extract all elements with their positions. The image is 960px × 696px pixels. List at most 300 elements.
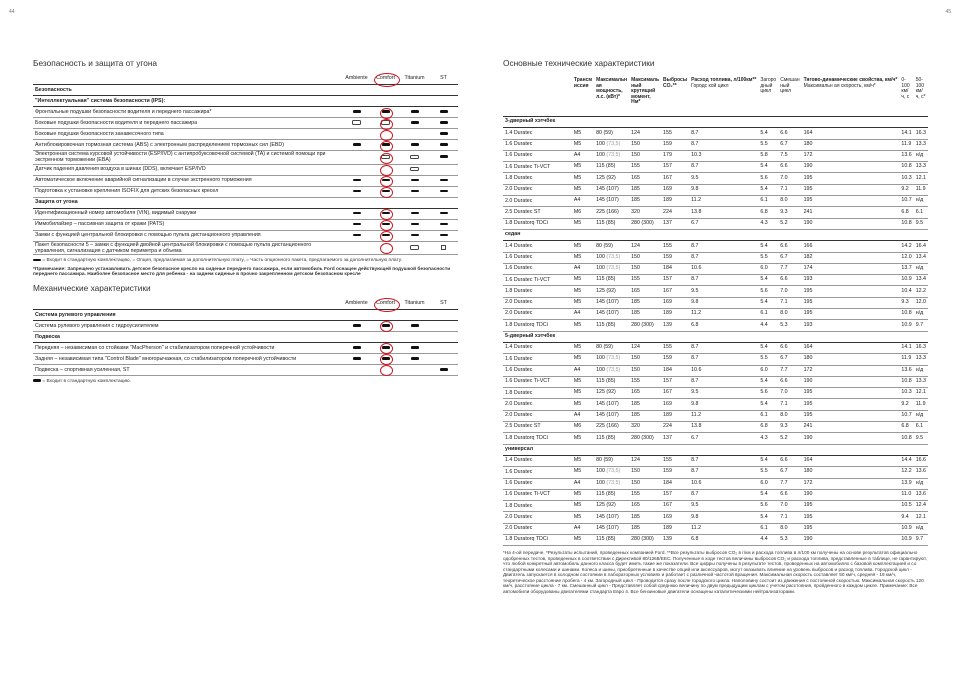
spec-value: 150 (629, 365, 661, 376)
feature-value (400, 164, 429, 175)
spec-value: 6.6 (778, 376, 801, 387)
spec-value: 7.1 (778, 399, 801, 410)
spec-value: 13.8 (689, 207, 758, 218)
specs-header-label: Городс кой цикл (691, 82, 729, 89)
spec-value: 5.6 (758, 388, 778, 399)
spec-value: 224 (661, 207, 689, 218)
spec-value: 6.1 (758, 309, 778, 320)
spec-value: 189 (661, 196, 689, 207)
spec-value: M5 (572, 286, 594, 297)
standard-mark-icon (382, 190, 390, 193)
standard-mark-icon (353, 179, 361, 182)
spec-value: 137 (661, 433, 689, 444)
spec-value: M5 (572, 128, 594, 139)
feature-value (342, 241, 371, 255)
spec-value: 190 (802, 162, 900, 173)
spec-value: 10.3 (899, 173, 913, 184)
spec-value: 14.1 (899, 128, 913, 139)
spec-value: 6.7 (778, 467, 801, 478)
standard-mark-icon (353, 212, 361, 215)
spec-value: 184 (661, 478, 689, 489)
standard-mark-icon (382, 110, 390, 113)
spec-value: н/д (914, 523, 928, 534)
spec-value: 137 (661, 218, 689, 229)
spec-value: M5 (572, 534, 594, 545)
spec-value: 8.0 (778, 523, 801, 534)
specs-section-label: 3-дверный хэтчбек (503, 117, 928, 128)
spec-value: M5 (572, 501, 594, 512)
spec-value: 145 (107) (594, 523, 629, 534)
specs-row (503, 342, 928, 353)
spec-value: 12.1 (914, 388, 928, 399)
feature-value (400, 320, 429, 331)
spec-value: M5 (572, 467, 594, 478)
spec-value: 195 (802, 173, 900, 184)
spec-value: 6.7 (778, 139, 801, 150)
spec-value: A4 (572, 410, 594, 421)
spec-value: 5.4 (758, 275, 778, 286)
spec-value: 10.8 (899, 376, 913, 387)
option-mark-icon (381, 120, 390, 124)
specs-row (503, 320, 928, 331)
spec-value: M5 (572, 297, 594, 308)
spec-value: 7.7 (778, 365, 801, 376)
spec-value: 169 (661, 297, 689, 308)
spec-value: 195 (802, 388, 900, 399)
specs-header-cell (899, 77, 913, 117)
feature-row (33, 151, 458, 165)
spec-value: 7.0 (778, 286, 801, 297)
mech-header-row (33, 298, 458, 310)
spec-value: 100 (73,5) (594, 478, 629, 489)
spec-value: 12.2 (914, 286, 928, 297)
feature-value (371, 129, 400, 140)
spec-value: 9.7 (914, 320, 928, 331)
engine-name: 1.8 Duratec (503, 388, 572, 399)
specs-row (503, 422, 928, 433)
feature-row (33, 186, 458, 197)
spec-value: 10.9 (899, 523, 913, 534)
standard-mark-icon (382, 324, 390, 327)
spec-value: 100 (73,5) (594, 252, 629, 263)
engine-name: 1.4 Duratec (503, 455, 572, 466)
spec-value: 5.2 (778, 218, 801, 229)
spec-value: 195 (802, 286, 900, 297)
spec-value: 5.4 (758, 342, 778, 353)
spec-value: 172 (802, 150, 900, 161)
spec-value: 185 (629, 512, 661, 523)
spec-value: M5 (572, 162, 594, 173)
section-label: Защита от угона (33, 197, 458, 208)
spec-value: 190 (802, 376, 900, 387)
spec-value: 5.6 (758, 286, 778, 297)
engine-name: 2.0 Duratec (503, 297, 572, 308)
spec-value: 11.2 (689, 309, 758, 320)
spec-value: 185 (629, 196, 661, 207)
spec-value: 320 (629, 422, 661, 433)
spec-value: 5.4 (758, 184, 778, 195)
standard-mark-icon (411, 234, 419, 237)
feature-value (400, 353, 429, 364)
spec-value: 11.9 (914, 399, 928, 410)
spec-value: 80 (59) (594, 455, 629, 466)
spec-value: 157 (661, 376, 689, 387)
col-comfort: Comfort (371, 73, 400, 85)
spec-value: 14.1 (899, 342, 913, 353)
spec-value: 165 (629, 501, 661, 512)
standard-mark-icon (440, 234, 448, 237)
spec-value: 150 (629, 150, 661, 161)
specs-row (503, 410, 928, 421)
feature-label: Боковые подушки безопасности водителя и переднего пассажира (33, 118, 342, 129)
spec-value: 190 (802, 534, 900, 545)
feature-value (400, 151, 429, 165)
specs-table (503, 77, 928, 546)
spec-value: 9.8 (689, 297, 758, 308)
spec-value: 280 (300) (629, 433, 661, 444)
spec-value: 159 (661, 252, 689, 263)
section-row (33, 197, 458, 208)
spec-value: 185 (629, 410, 661, 421)
feature-value (429, 219, 458, 230)
standard-mark-icon (440, 223, 448, 226)
spec-value: 10.9 (899, 320, 913, 331)
engine-name: 2.5 Duratec ST (503, 207, 572, 218)
standard-mark-icon (411, 346, 419, 349)
spec-value: 9.2 (899, 184, 913, 195)
spec-value: 13.3 (914, 376, 928, 387)
safety-table (33, 73, 458, 255)
spec-value: 6.6 (778, 241, 801, 252)
feature-label: Пакет безопасности 5 – замки с функцией двойной центральной блокировки с помощью пульта дистанционного управления, сигнализация с датчиком периметра и объема (33, 241, 342, 255)
spec-value: 189 (661, 410, 689, 421)
spec-value: 6.1 (914, 422, 928, 433)
feature-value (342, 107, 371, 118)
spec-value: 5.3 (778, 534, 801, 545)
feature-row (33, 353, 458, 364)
spec-value: 189 (661, 309, 689, 320)
spec-value: 225 (166) (594, 422, 629, 433)
specs-row (503, 286, 928, 297)
standard-mark-icon (440, 143, 448, 146)
engine-name: 2.0 Duratec (503, 399, 572, 410)
feature-row (33, 118, 458, 129)
spec-value: 166 (802, 241, 900, 252)
spec-value: 165 (629, 286, 661, 297)
spec-value: 6.1 (758, 196, 778, 207)
specs-section-row (503, 444, 928, 455)
spec-value: 155 (661, 342, 689, 353)
feature-value (342, 353, 371, 364)
feature-value (371, 230, 400, 241)
spec-value: M5 (572, 376, 594, 387)
col-comfort: Comfort (371, 298, 400, 310)
section-label: Система рулевого управления (33, 309, 458, 320)
feature-value (371, 164, 400, 175)
feature-value (429, 129, 458, 140)
feature-value (400, 208, 429, 219)
spec-value: 195 (802, 410, 900, 421)
feature-label: Автоматическое включение аварийной сигнализации в случае экстренного торможения (33, 175, 342, 186)
dynamics-group-header: Тягово-динамические свойства, км/ч* (803, 77, 898, 83)
specs-section-row (503, 117, 928, 128)
spec-value: 159 (661, 467, 689, 478)
spec-value: 7.5 (778, 150, 801, 161)
spec-value: 80 (59) (594, 342, 629, 353)
standard-mark-icon (353, 110, 361, 113)
section-row (33, 331, 458, 342)
spec-value: 8.7 (689, 275, 758, 286)
spec-value: 6.8 (899, 207, 913, 218)
feature-value (371, 353, 400, 364)
spec-value: M5 (572, 489, 594, 500)
engine-name: 1.8 Duratorq TDCi (503, 320, 572, 331)
spec-value: 8.7 (689, 241, 758, 252)
spec-value: 182 (802, 252, 900, 263)
feature-value (371, 186, 400, 197)
specs-row (503, 534, 928, 545)
spec-value: M5 (572, 433, 594, 444)
spec-value: 5.2 (778, 433, 801, 444)
option-mark-icon (410, 155, 419, 159)
feature-value (342, 320, 371, 331)
spec-value: н/д (914, 478, 928, 489)
specs-header-cell (629, 77, 661, 117)
spec-value: 13.3 (914, 139, 928, 150)
spec-value: M5 (572, 218, 594, 229)
spec-value: M6 (572, 422, 594, 433)
spec-value: 167 (661, 501, 689, 512)
feature-value (400, 342, 429, 353)
spec-value: 139 (661, 320, 689, 331)
spec-value: 8.7 (689, 376, 758, 387)
engine-name: 2.0 Duratec (503, 196, 572, 207)
spec-value: 14.2 (899, 241, 913, 252)
feature-value (400, 364, 429, 375)
spec-value: 165 (629, 388, 661, 399)
feature-value (400, 107, 429, 118)
engine-name: 1.8 Duratec (503, 286, 572, 297)
spec-value: 8.7 (689, 354, 758, 365)
specs-row (503, 501, 928, 512)
specs-section-label: седан (503, 229, 928, 240)
spec-value: 180 (802, 354, 900, 365)
safety-title: Безопасность и защита от угона (33, 58, 158, 68)
spec-value: 5.3 (778, 320, 801, 331)
spec-value: 8.7 (689, 139, 758, 150)
spec-value: 11.2 (689, 523, 758, 534)
spec-value: 5.4 (758, 376, 778, 387)
section-row (33, 309, 458, 320)
engine-name: 2.0 Duratec (503, 523, 572, 534)
spec-value: 164 (802, 342, 900, 353)
spec-value: 6.7 (689, 433, 758, 444)
specs-header-label: Выбросы CO₂** (663, 77, 688, 89)
spec-value: 145 (107) (594, 410, 629, 421)
spec-value: 8.0 (778, 309, 801, 320)
spec-value: 10.9 (899, 275, 913, 286)
spec-value: A4 (572, 263, 594, 274)
spec-value: 6.0 (758, 263, 778, 274)
feature-label: Иммобилайзер – пассивная защита от кражи (PATS) (33, 219, 342, 230)
feature-value (342, 164, 371, 175)
standard-mark-icon (382, 179, 390, 182)
spec-value: 195 (802, 184, 900, 195)
engine-name: 1.6 Duratec Ti-VCT (503, 275, 572, 286)
feature-label: Система рулевого управления с гидроусилителем (33, 320, 342, 331)
spec-value: 12.4 (914, 501, 928, 512)
spec-value: 5.4 (758, 399, 778, 410)
spec-value: 4.3 (758, 433, 778, 444)
spec-value: 124 (629, 128, 661, 139)
spec-value: 184 (661, 365, 689, 376)
spec-value: 10.8 (899, 309, 913, 320)
safety-header-row (33, 73, 458, 85)
page-number-left: 44 (9, 9, 15, 15)
standard-mark-icon (411, 357, 419, 360)
feature-value (371, 320, 400, 331)
feature-value (400, 230, 429, 241)
spec-value: 14.4 (899, 455, 913, 466)
feature-value (429, 175, 458, 186)
feature-value (342, 208, 371, 219)
section-label: Подвеска (33, 331, 458, 342)
feature-value (342, 219, 371, 230)
specs-row (503, 150, 928, 161)
spec-value: 11.9 (899, 139, 913, 150)
feature-value (342, 118, 371, 129)
specs-row (503, 309, 928, 320)
spec-value: 6.6 (778, 128, 801, 139)
specs-header-cell (594, 77, 629, 117)
spec-value: 190 (802, 489, 900, 500)
spec-value: 172 (802, 365, 900, 376)
engine-name: 1.6 Duratec (503, 467, 572, 478)
spec-value: 115 (85) (594, 218, 629, 229)
engine-name: 1.6 Duratec (503, 263, 572, 274)
feature-value (429, 230, 458, 241)
spec-value: 7.7 (778, 478, 801, 489)
spec-value: 179 (661, 150, 689, 161)
feature-row (33, 140, 458, 151)
spec-value: 6.6 (778, 275, 801, 286)
spec-value: 159 (661, 354, 689, 365)
spec-value: 155 (629, 162, 661, 173)
feature-row (33, 175, 458, 186)
option-mark-icon (381, 155, 390, 159)
package-mark-icon (441, 245, 447, 251)
spec-value: 224 (661, 422, 689, 433)
spec-value: 9.3 (778, 207, 801, 218)
spec-value: 100 (73,5) (594, 139, 629, 150)
spec-value: 225 (166) (594, 207, 629, 218)
specs-row (503, 455, 928, 466)
spec-value: 185 (629, 184, 661, 195)
spec-value: 184 (661, 263, 689, 274)
spec-value: 10.6 (689, 365, 758, 376)
spec-value: 150 (629, 263, 661, 274)
spec-value: 5.4 (758, 297, 778, 308)
spec-value: 6.1 (758, 410, 778, 421)
spec-value: 6.8 (689, 320, 758, 331)
spec-value: 10.3 (689, 150, 758, 161)
spec-value: 195 (802, 512, 900, 523)
spec-value: 241 (802, 422, 900, 433)
specs-section-label: универсал (503, 444, 928, 455)
feature-value (371, 107, 400, 118)
spec-value: 6.6 (778, 489, 801, 500)
spec-value: 185 (629, 309, 661, 320)
spec-value: 13.6 (899, 365, 913, 376)
spec-value: 7.0 (778, 388, 801, 399)
engine-name: 1.4 Duratec (503, 342, 572, 353)
feature-value (400, 219, 429, 230)
spec-value: 11.2 (689, 410, 758, 421)
spec-value: 8.7 (689, 252, 758, 263)
spec-value: 189 (661, 523, 689, 534)
feature-value (342, 175, 371, 186)
specs-header-row (503, 77, 928, 117)
specs-row (503, 184, 928, 195)
spec-value: 11.0 (899, 489, 913, 500)
standard-mark-icon (353, 346, 361, 349)
spec-value: 185 (629, 297, 661, 308)
specs-row (503, 478, 928, 489)
spec-value: 13.6 (914, 467, 928, 478)
spec-value: 12.2 (899, 467, 913, 478)
spec-value: н/д (914, 263, 928, 274)
option-mark-icon (410, 167, 419, 171)
spec-value: 5.4 (758, 489, 778, 500)
specs-row (503, 275, 928, 286)
spec-value: 10.6 (689, 263, 758, 274)
spec-value: A4 (572, 523, 594, 534)
spec-value: 6.6 (778, 342, 801, 353)
engine-name: 1.6 Duratec Ti-VCT (503, 376, 572, 387)
feature-value (429, 151, 458, 165)
spec-value: 185 (629, 523, 661, 534)
spec-value: 124 (629, 241, 661, 252)
feature-value (371, 364, 400, 375)
spec-value: 13.4 (914, 275, 928, 286)
section-row (33, 85, 458, 96)
feature-value (429, 353, 458, 364)
feature-label: Боковые подушки безопасности занавесочного типа (33, 129, 342, 140)
spec-value: 155 (661, 455, 689, 466)
spec-value: 195 (802, 501, 900, 512)
safety-legend: = Входит в стандартную комплектацию, = Опция, предлагаемая за дополнительную плату, = Часть опционного пакета, предлагаемого за дополнительную плату. (33, 258, 458, 264)
engine-name: 1.6 Duratec (503, 478, 572, 489)
specs-header-cell (758, 77, 778, 117)
spec-value: 13.3 (914, 162, 928, 173)
spec-value: 10.3 (899, 388, 913, 399)
specs-row (503, 241, 928, 252)
feature-label: Датчик падения давления воздуха в шинах (DDS), включает ESP/IVD (33, 164, 342, 175)
engine-name: 2.5 Duratec ST (503, 422, 572, 433)
spec-value: 8.7 (689, 162, 758, 173)
standard-mark-icon (440, 368, 448, 371)
spec-value: 9.8 (689, 512, 758, 523)
spec-value: 8.7 (689, 455, 758, 466)
feature-label: Задняя – независимая типа "Control Blade" многорычажная, со стабилизатором поперечной устойчивости (33, 353, 342, 364)
standard-mark-icon (382, 143, 390, 146)
standard-mark-icon (411, 121, 419, 124)
engine-name: 1.8 Duratorq TDCi (503, 534, 572, 545)
specs-row (503, 173, 928, 184)
spec-value: 185 (629, 399, 661, 410)
engine-name: 1.4 Duratec (503, 128, 572, 139)
spec-value: 10.8 (899, 433, 913, 444)
